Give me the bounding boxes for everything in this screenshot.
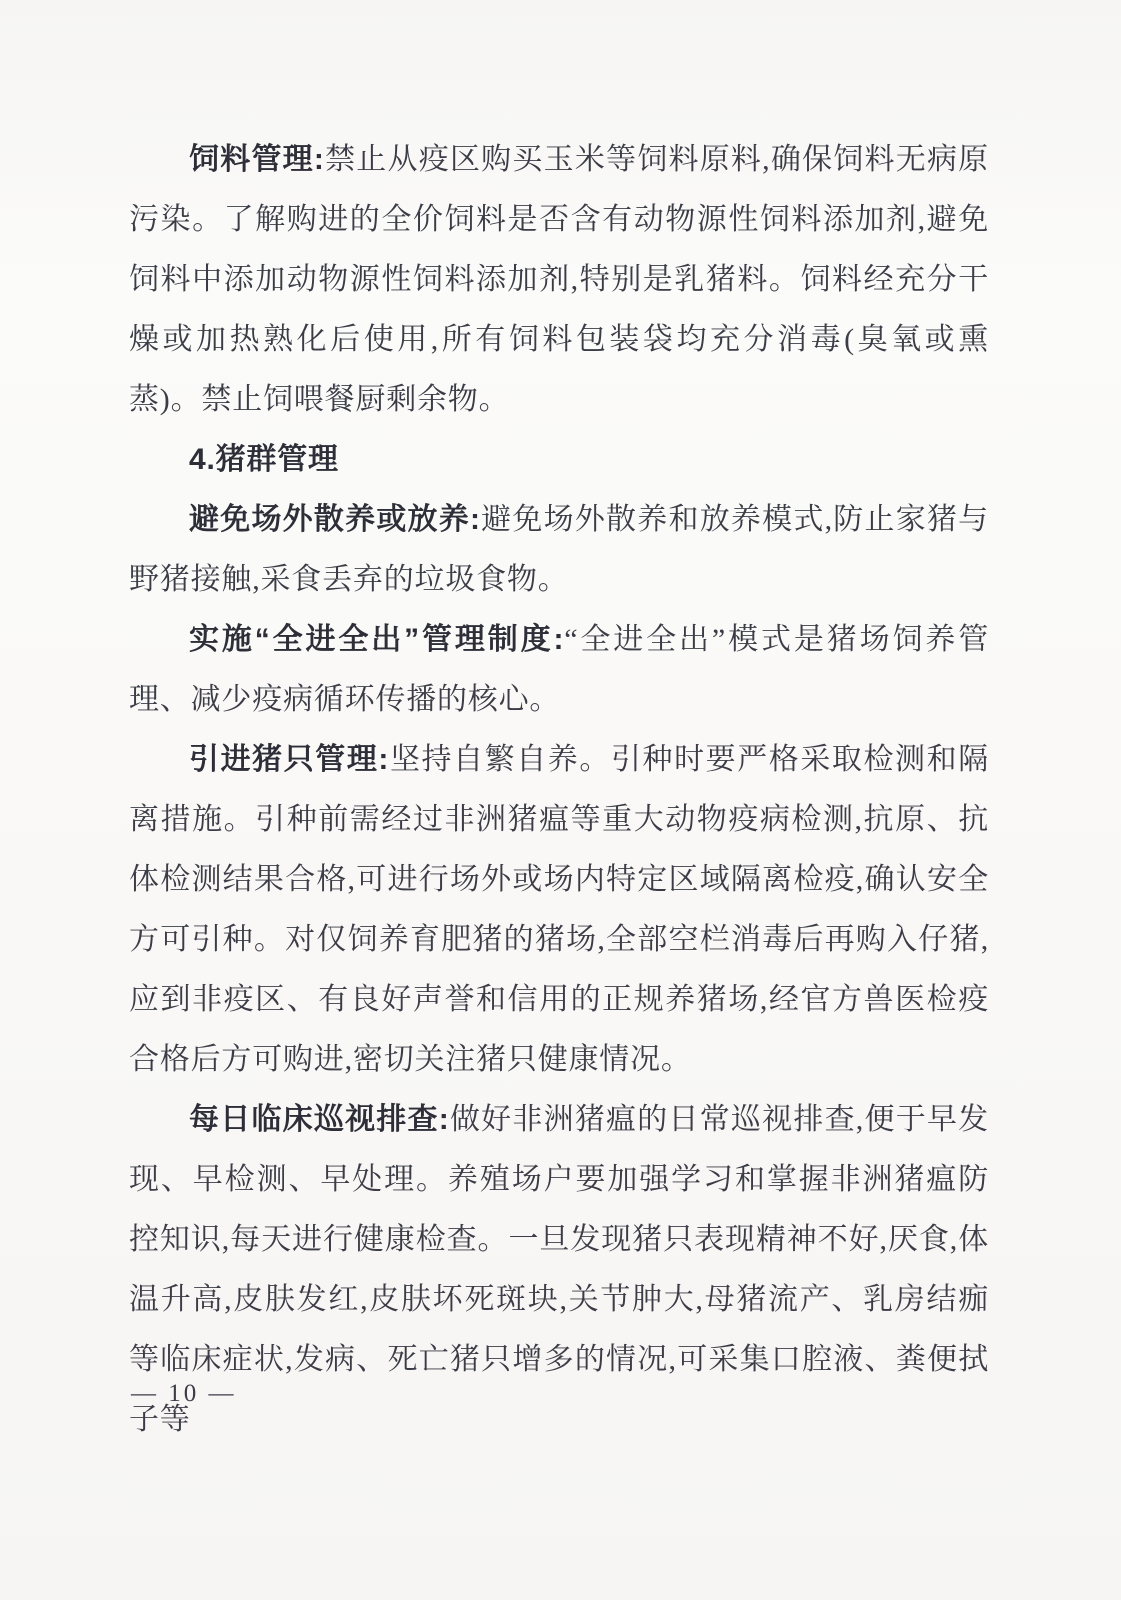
paragraph-text: “全进全出”模式是猪场饲养管理、减少疫病循环传播的核心。: [129, 623, 989, 716]
section-heading: 4.猪群管理: [189, 443, 339, 476]
paragraph-lead: 每日临床巡视排查:: [189, 1103, 450, 1136]
paragraph-feed-management: [129, 130, 989, 430]
paragraph-all-in-all-out: [129, 610, 989, 730]
paragraph-pig-introduction: [129, 730, 989, 1090]
paragraph-avoid-free-range: [129, 490, 989, 610]
paragraph-lead: 引进猪只管理:: [189, 743, 390, 776]
paragraph-text: 做好非洲猪瘟的日常巡视排查,便于早发现、早检测、早处理。养殖场户要加强学习和掌握非洲猪瘟防控知识,每天进行健康检查。一旦发现猪只表现精神不好,厌食,体温升高,皮肤发红,皮肤坏死斑块,关节肿大,母猪流产、乳房结痂等临床症状,发病、死亡猪只增多的情况,可采集口腔液、粪便拭子等: [129, 1103, 989, 1436]
paragraph-lead: 实施“全进全出”管理制度:: [189, 623, 565, 656]
paragraph-daily-inspection: [129, 1090, 989, 1450]
paragraph-lead: 避免场外散养或放养:: [189, 503, 481, 536]
paragraph-text: 避免场外散养和放养模式,防止家猪与野猪接触,采食丢弃的垃圾食物。: [129, 503, 989, 596]
document-body: [129, 130, 989, 1450]
page-number: — 10 —: [131, 1380, 237, 1407]
paragraph-text: 禁止从疫区购买玉米等饲料原料,确保饲料无病原污染。了解购进的全价饲料是否含有动物源性饲料添加剂,避免饲料中添加动物源性饲料添加剂,特别是乳猪料。饲料经充分干燥或加热熟化后使用,所有饲料包装袋均充分消毒(臭氧或熏蒸)。禁止饲喂餐厨剩余物。: [129, 143, 989, 416]
paragraph-lead: 饲料管理:: [189, 143, 325, 176]
paragraph-text: 坚持自繁自养。引种时要严格采取检测和隔离措施。引种前需经过非洲猪瘟等重大动物疫病检测,抗原、抗体检测结果合格,可进行场外或场内特定区域隔离检疫,确认安全方可引种。对仅饲养育肥猪的猪场,全部空栏消毒后再购入仔猪,应到非疫区、有良好声誉和信用的正规养猪场,经官方兽医检疫合格后方可购进,密切关注猪只健康情况。: [129, 743, 989, 1076]
